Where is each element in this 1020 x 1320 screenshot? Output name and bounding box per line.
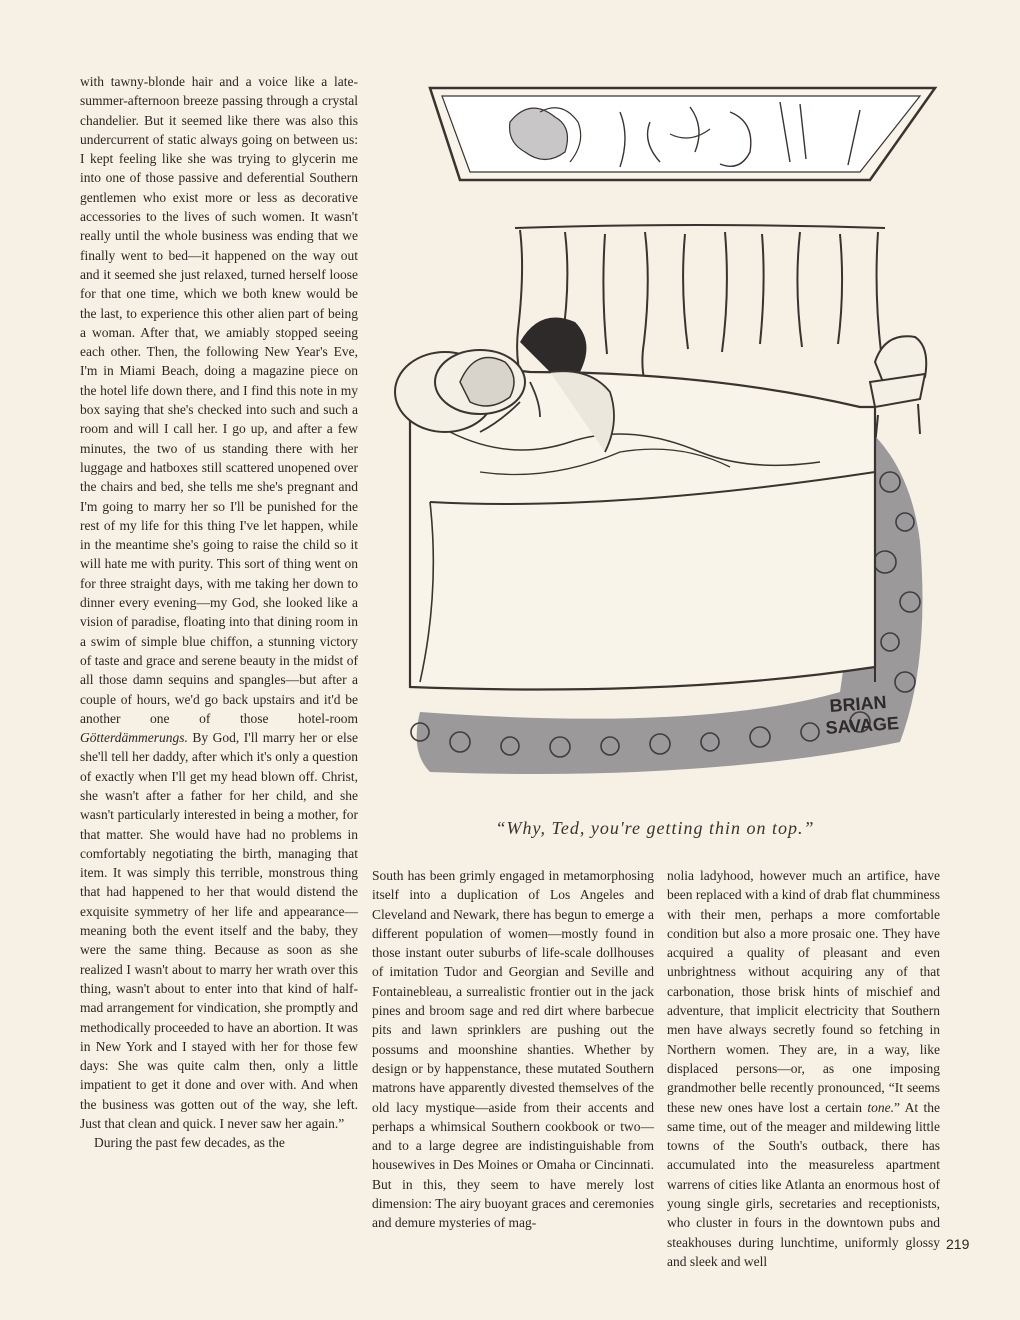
article-column-left: [80, 72, 358, 1153]
text-run: ” At the same time, out of the meager and mildewing little towns of the South's outback, there has accumulated into the measureless apartment warrens of cities like Atlanta an enormous host of young single girls, secretaries and receptionists, who cluster in fours in the downtown pubs and steakhouses during lunchtime, uniformly glossy and sleek and well: [667, 1099, 941, 1269]
signature-line-1: BRIAN: [828, 692, 888, 716]
italic-term: tone.: [867, 1099, 894, 1115]
paragraph: [80, 72, 358, 1133]
cartoon-caption: “Why, Ted, you're getting thin on top.”: [495, 818, 815, 838]
text-run: with tawny-blonde hair and a voice like a late-summer-afternoon breeze passing through a crystal chandelier. But it seemed like there was also this undercurrent of static always going on between us: I kept feeling like she was trying to glycerin me into one of those passive and deferential Southern gentlemen who exist more or less as decorative accessories to the lives of such women. It wasn't really until the whole business was ending that we finally went to bed—it happened on the way out and it seemed she just relaxed, turned herself loose for that one time, which we both knew would be the last, to experience this other alien part of being a woman. After that, we amiably stopped seeing each other. Then, the following New Year's Eve, I'm in Miami Beach, doing a magazine piece on the hotel life down there, and I find this note in my box saying that she's checked into such and such a room and will I call her. I go up, and after a few minutes, the two of us standing there with her luggage and hatboxes still scattered unopened over the chairs and bed, she tells me she's pregnant and I'm going to marry her so I'll be punished for the rest of my life for this thing I've let happen, while in the meantime she's going to raise the child so it will hate me with purity. This sort of thing went on for three straight days, with me taking her down to dinner every evening—my God, she looked like a vision of paradise, floating into that dining room in a swim of simple blue chiffon, a stunning victory of taste and grace and serene beauty in the midst of all those damn sequins and spangles—but after a couple of hours, we'd go back upstairs and it'd be another one of those hotel-room: [80, 74, 358, 726]
paragraph: During the past few decades, as the: [94, 1135, 285, 1151]
ceiling-mirror: [430, 88, 935, 180]
paragraph: South has been grimly engaged in metamorphosing itself into a duplication of Los Angeles and Cleveland and Newark, there has begun to emerge a different population of women—mostly found in those instant outer suburbs of life-scale dollhouses of imitation Tudor and Georgian and Seville and Fontainebleau, a surrealistic frontier out in the jack pines and broom sage and red dirt where barbecue pits and lawn sprinklers are pushing out the possums and moonshine shanties. Whether by design or by happenstance, these mutated Southern matrons have apparently divested themselves of the old lacy mystique—aside from their accents and perhaps a whimsical Southern cookbook or two—and to a large degree are indistinguishable from housewives in Des Moines or Omaha or Cincinnati. But in this, they seem to have merely lost dimension: The airy buoyant graces and ceremonies and demure mysteries of mag-: [372, 868, 654, 1231]
paragraph: [667, 866, 940, 1271]
italic-term: Götterdämmerungs.: [80, 730, 188, 746]
signature-line-2: SAVAGE: [824, 712, 900, 738]
cartoon-illustration: [390, 82, 950, 782]
text-run: nolia ladyhood, however much an artifice, have been replaced with a kind of drab flat chumminess with their men, perhaps a more comfortable condition but also a more prosaic one. They have acquired a quality of pleasant and even unbrightness without acquiring any of that carbonation, those brisk hints of mischief and adventure, that implicit electricity that Southern men have always secretly found so fetching in Northern women. They are, in a way, like displaced persons—or, as one imposing grandmother belle recently pronounced, “It seems these new ones have lost a certain: [667, 868, 940, 1115]
article-column-middle: [372, 866, 654, 1233]
text-run: By God, I'll marry her or else she'll tell her daddy, after which it's only a question of exactly when I'll get my head blown off. Christ, she wasn't after a father for her child, and she wasn't particularly interested in being a mother, for that matter. She would have had no problems in comfortably negotiating the birth, managing that item. It was simply this terrible, monstrous thing that had happened to her that would distend the exquisite symmetry of her life and appearance—meaning both the event itself and the baby, they were the same thing. Because as soon as she realized I wasn't about to marry her wrath over this thing, wasn't about to enter into that kind of half-mad arrangement for vindication, she promptly and methodically proceeded to have an abortion. It was in New York and I stayed with her for those few days: She was quite calm then, only a little impatient to get it done and over with. And when the business was gotten out of the way, she left. Just that clean and quick. I never saw her again.”: [80, 730, 358, 1132]
page-number: 219: [946, 1236, 970, 1252]
armchair: [870, 336, 926, 445]
article-column-right: [667, 866, 940, 1271]
